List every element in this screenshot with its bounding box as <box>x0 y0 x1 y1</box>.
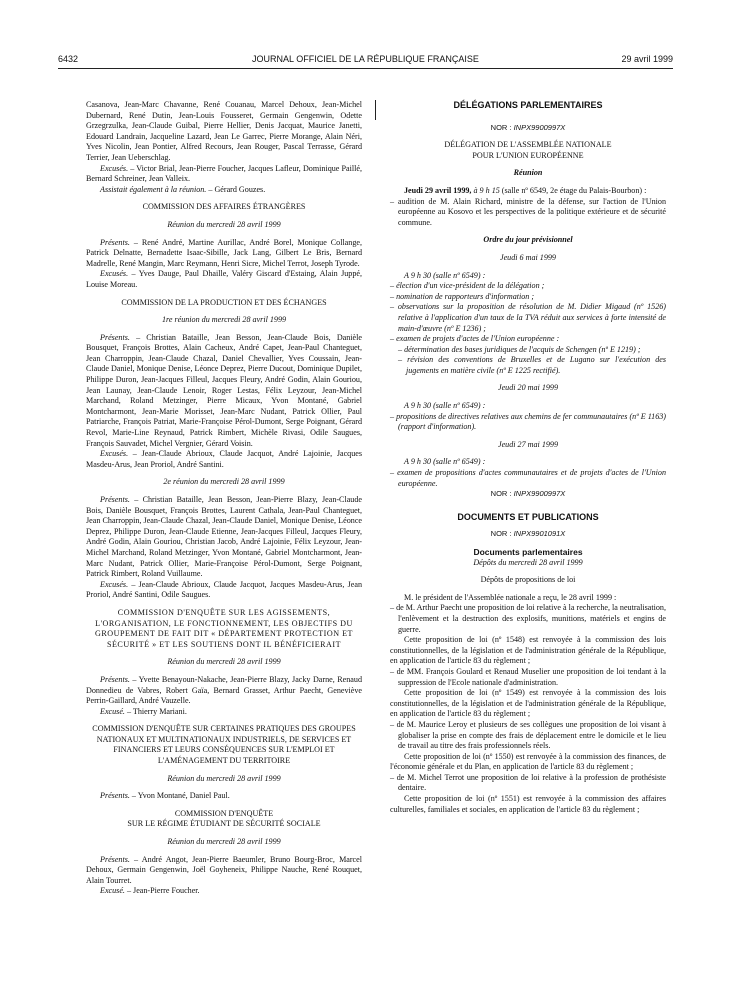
section-heading: COMMISSION DE LA PRODUCTION ET DES ÉCHANGES <box>121 297 327 307</box>
agenda-item: – examen de projets d'actes de l'Union européenne : <box>390 334 560 344</box>
section-heading: COMMISSION D'ENQUÊTE SUR CERTAINES PRATIQUES DES GROUPES NATIONAUX ET MULTINATIONAUX INDUSTRIELS, DE SERVICES ET FINANCIERS ET LEURS CONSÉQUENCES SUR L'EMPLOI ET L'AMÉNAGEMENT DU TERRITOIRE <box>92 724 356 766</box>
present-paragraph: Présents. – René André, Martine Aurillac, André Borel, Monique Collange, Patrick Delnatte, Bernadette Isaac-Sibille, Jack Lang, Gilbert Le Bris, Bernard Madrelle, René Mangin, Marc Reymann, Henri Sicre, Michel Terrot, Joseph Tyrode. <box>86 237 362 268</box>
agenda-date: Jeudi 20 mai 1999 <box>497 383 559 393</box>
attendee-list: Casanova, Jean-Marc Chavanne, René Couanau, Marcel Dehoux, Jean-Michel Dubernard, René Dutin, Jean-Louis Fousseret, Germain Gengenwin, Odette Grzegrzulka, Jean-Claude Guibal, Pierre Hellier, Denis Jacquat, Maurice Janetti, Edouard Landrain, Jacqueline Lazard, Jean Le Garrec, Pierre Morange, Alain Néri, Yves Nicolin, Jean Pontier, Alfred Recours, Jean Rouger, Pascal Terrasse, Gérard Terrier, Jean Ueberschlag. <box>86 100 362 162</box>
agenda-time: A 9 h 30 (salle nº 6549) : <box>404 401 486 411</box>
section-heading: COMMISSION D'ENQUÊTE <box>174 808 274 818</box>
meeting-date: 1re réunion du mercredi 28 avril 1999 <box>161 315 287 325</box>
subsection-heading: Dépôts de propositions de loi <box>480 575 576 585</box>
nor-reference: NOR : INPX9900997X <box>490 122 566 132</box>
excused-paragraph: Excusés. – Yves Dauge, Paul Dhaille, Valéry Giscard d'Estaing, Alain Juppé, Louise Moreau. <box>86 269 362 289</box>
subsection-heading: Réunion <box>513 168 543 178</box>
column-separator <box>375 100 376 120</box>
also-attended-paragraph: Assistait également à la réunion. – Gérard Gouzes. <box>100 184 266 194</box>
deposit-date: Dépôts du mercredi 28 avril 1999 <box>473 557 583 567</box>
section-heading: SUR LE RÉGIME ÉTUDIANT DE SÉCURITÉ SOCIALE <box>127 819 321 829</box>
agenda-subitem: – révision des conventions de Bruxelles et de Lugano sur l'exécution des jugements en matière civile (nº E 1225 rectifié). <box>398 355 666 375</box>
referral-paragraph: Cette proposition de loi (nº 1548) est renvoyée à la commission des lois constitutionnelles, de la législation et de l'administration générale de la République, en application de l'article 83 du règlement ; <box>390 635 666 666</box>
agenda-item: – propositions de directives relatives aux chemins de fer communautaires (nº E 1163) (rapport d'information). <box>390 411 666 432</box>
present-paragraph: Présents. – Yvon Montané, Daniel Paul. <box>100 791 230 801</box>
nor-reference: NOR : INPX9900997X <box>490 489 566 499</box>
referral-paragraph: Cette proposition de loi (nº 1549) est renvoyée à la commission des lois constitutionnelles, de la législation et de l'administration générale de la République, en application de l'article 83 du règlement ; <box>390 688 666 719</box>
subsection-heading: Ordre du jour prévisionnel <box>483 235 573 245</box>
right-column <box>390 100 666 815</box>
agenda-date: Jeudi 6 mai 1999 <box>500 252 556 262</box>
meeting-date: Réunion du mercredi 28 avril 1999 <box>167 219 281 229</box>
header-rule <box>58 68 673 69</box>
agenda-time: A 9 h 30 (salle nº 6549) : <box>404 457 486 467</box>
nor-reference: NOR : INPX9901091X <box>490 529 566 539</box>
journal-title: JOURNAL OFFICIEL DE LA RÉPUBLIQUE FRANÇAISE <box>252 54 479 64</box>
agenda-item: – examen de propositions d'actes communautaires et de projets d'actes de l'Union européenne. <box>390 468 666 488</box>
agenda-time: A 9 h 30 (salle nº 6549) : <box>404 270 486 280</box>
intro-paragraph: M. le président de l'Assemblée nationale a reçu, le 28 avril 1999 : <box>404 592 617 602</box>
present-paragraph: Présents. – Christian Bataille, Jean Besson, Jean-Pierre Blazy, Jean-Claude Bois, Danièle Bousquet, François Brottes, Laurent Cathala, Jean-Paul Chanteguet, Jean Charroppin, Jean-Claude Chazal, Jean-Claude Daniel, Monique Denise, Léonce Deprez, Philippe Duron, Jean-Claude Etienne, Jean-Jacques Filleul, Jacques Fleury, André Godin, Alain Gouriou, Christian Jacob, André Lajoinie, Félix Leyzour, Jean-Michel Marchand, Roland Metzinger, Yvon Montané, Gabriel Montcharmont, Jean-Marc Nudant, Patrick Ollier, Marie-Françoise Pérol-Dumont, Serge Poignant, Patrick Rimbert, Roland Vuillaume. <box>86 495 362 579</box>
delegation-title: DÉLÉGATION DE L'ASSEMBLÉE NATIONALE <box>444 140 612 150</box>
left-column <box>86 100 362 897</box>
excused-paragraph: Excusé. – Jean-Pierre Foucher. <box>100 886 200 896</box>
excused-paragraph: Excusés. – Jean-Claude Abrioux, Claude Jacquot, André Lajoinie, Jacques Masdeu-Arus, Jean Proriol, André Santini. <box>86 449 362 469</box>
bill-item: – de M. Michel Terrot une proposition de loi relative à la profession de prothésiste dentaire. <box>390 772 666 793</box>
present-paragraph: Présents. – Christian Bataille, Jean Besson, Jean-Claude Bois, Danièle Bousquet, François Brottes, Alain Cacheux, André Capet, Jean-Paul Chanteguet, Jean Charroppin, Jean-Claude Chazal, Daniel Chevallier, Yves Coussain, Jean-Claude Daniel, Monique Denise, Léonce Deprez, Pierre Ducout, Dominique Dupilet, Philippe Duron, Jean-Jacques Filleul, Jacques Fleury, André Godin, Alain Gouriou, Jean Launay, Jean-Claude Lenoir, Roger Lestas, Félix Leyzour, Jean-Michel Marchand, Roland Metzinger, Pierre Micaux, Yvon Montané, Gabriel Montcharmont, Jean-Marie Morisset, Jean-Marc Nudant, Patrick Ollier, Paul Patriarche, François Patriat, Marie-Françoise Pérol-Dumont, Serge Poignant, Gérard Revol, Marie-Line Reynaud, Patrick Rimbert, Michèle Rivasi, Odile Saugues, François Sauvadet, Michel Vergnier, Gérard Voisin. <box>86 332 362 448</box>
section-heading: COMMISSION DES AFFAIRES ÉTRANGÈRES <box>142 202 306 212</box>
excused-paragraph: Excusés. – Jean-Claude Abrioux, Claude Jacquot, Jacques Masdeu-Arus, Jean Proriol, André Santini, Odile Saugues. <box>86 579 362 600</box>
agenda-item: – nomination de rapporteurs d'information ; <box>390 291 535 301</box>
agenda-item: – observations sur la proposition de résolution de M. Didier Migaud (nº 1526) relative à l'application d'un taux de la TVA réduit aux services à forte intensité de main-d'œuvre (nº E 1236) ; <box>390 302 666 333</box>
bill-item: – de M. Maurice Leroy et plusieurs de ses collègues une proposition de loi visant à globaliser la prise en compte des frais de déplacement entre le domicile et le lieu de travail au titre des frais professionnels réels. <box>390 719 666 751</box>
issue-date: 29 avril 1999 <box>621 54 673 64</box>
referral-paragraph: Cette proposition de loi (nº 1551) est renvoyée à la commission des affaires culturelles, familiales et sociales, en application de l'article 83 du règlement ; <box>390 794 666 814</box>
excused-paragraph: Excusés. – Victor Brial, Jean-Pierre Foucher, Jacques Lafleur, Dominique Paillé, Bernard Schreiner, Jean Valleix. <box>86 163 362 184</box>
agenda-date: Jeudi 27 mai 1999 <box>497 439 559 449</box>
present-paragraph: Présents. – Yvette Benayoun-Nakache, Jean-Pierre Blazy, Jacky Darne, Renaud Donnedieu de Vabres, Robert Gaïa, Bernard Grasset, Arthur Paecht, Geneviève Perrin-Gaillard, André Vauzelle. <box>86 674 362 706</box>
section-heading: COMMISSION D'ENQUÊTE SUR LES AGISSEMENTS, L'ORGANISATION, LE FONCTIONNEMENT, LES OBJECTIFS DU GROUPEMENT DE FAIT DIT « DÉPARTEMENT PROTECTION ET SÉCURITÉ » ET LES SOUTIENS DONT IL BÉNÉFICIERAIT <box>95 607 353 649</box>
meeting-date: 2e réunion du mercredi 28 avril 1999 <box>163 477 285 487</box>
meeting-date: Réunion du mercredi 28 avril 1999 <box>167 773 281 783</box>
excused-paragraph: Excusé. – Thierry Mariani. <box>100 706 187 716</box>
present-paragraph: Présents. – André Angot, Jean-Pierre Baeumler, Bruno Bourg-Broc, Marcel Dehoux, Germain Gengenwin, Joël Goyheneix, Philippe Nauche, René Rouquet, Alain Tourret. <box>86 854 362 885</box>
subsection-heading: Documents parlementaires <box>473 547 583 557</box>
meeting-date: Réunion du mercredi 28 avril 1999 <box>167 657 281 667</box>
page-number: 6432 <box>58 54 79 64</box>
section-heading: DOCUMENTS ET PUBLICATIONS <box>457 511 599 522</box>
section-heading: DÉLÉGATIONS PARLEMENTAIRES <box>453 100 603 110</box>
agenda-item: – élection d'un vice-président de la délégation ; <box>390 281 545 291</box>
meeting-line: Jeudi 29 avril 1999, à 9 h 15 (salle nº 6549, 2e étage du Palais-Bourbon) : <box>404 185 647 195</box>
delegation-title: POUR L'UNION EUROPÉENNE <box>472 150 584 160</box>
agenda-item: – audition de M. Alain Richard, ministre de la défense, sur l'action de l'Union européenne au Kosovo et les perspectives de la politique extérieure et de sécurité commune. <box>390 196 666 227</box>
referral-paragraph: Cette proposition de loi (nº 1550) est renvoyée à la commission des finances, de l'économie générale et du Plan, en application de l'article 83 du règlement ; <box>390 751 666 772</box>
bill-item: – de M. Arthur Paecht une proposition de loi relative à la recherche, la neutralisation, l'enlèvement et la destruction des explosifs, munitions, matériels et engins de guerre. <box>390 603 666 634</box>
meeting-date: Réunion du mercredi 28 avril 1999 <box>167 837 281 847</box>
agenda-subitem: – détermination des bases juridiques de l'acquis de Schengen (nº E 1219) ; <box>398 344 641 354</box>
bill-item: – de MM. François Goulard et Renaud Muselier une proposition de loi tendant à la suppression de l'Ecole nationale d'administration. <box>390 666 666 687</box>
